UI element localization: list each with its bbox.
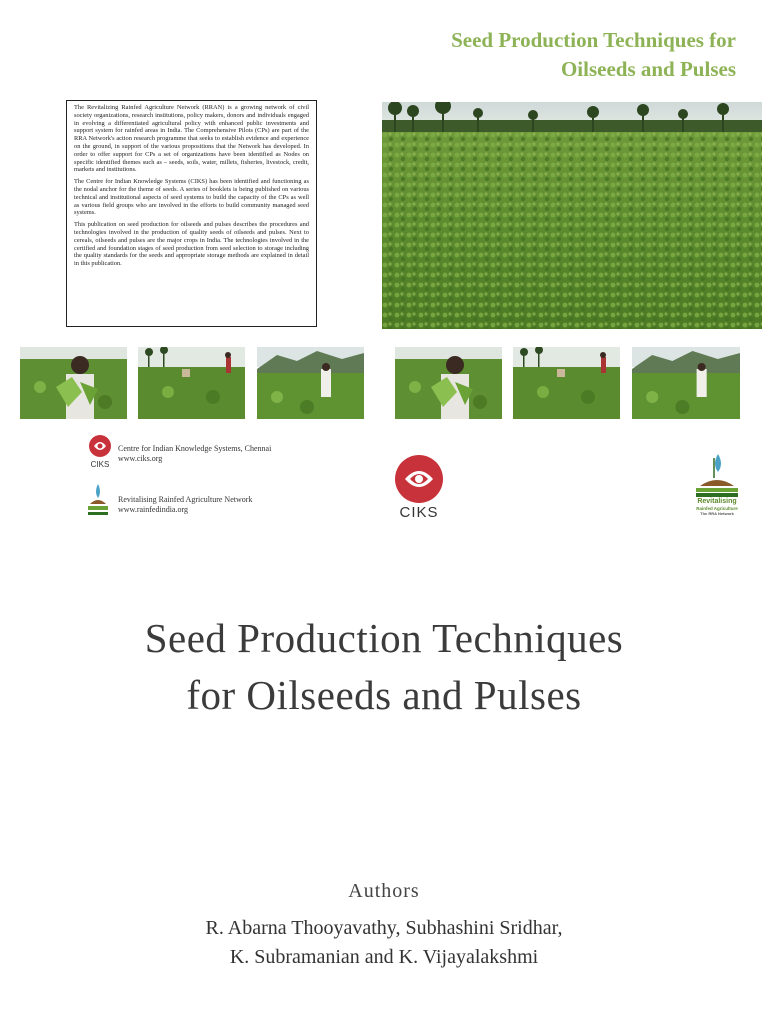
authors-heading: Authors [348,880,420,902]
ciks-logo-large [392,453,446,523]
ciks-org-name: Centre for Indian Knowledge Systems, Chennai [118,444,272,453]
description-paragraph-3: This publication on seed production for oilseeds and pulses describes the procedures and technologies involved in the production of quality seeds of oilseeds and pulses. Next to cereals, oilseeds and pulses are the major crops in India. The technologies involved in the certified and foundation stages of seed production from seed selection to storage including the quality standards for the seeds and appropriate storage methods are explained in detail in this publication. [74,221,309,268]
cover-top-title [316,26,736,84]
description-paragraph-1: The Revitalizing Rainfed Agriculture Network (RRAN) is a growing network of civil society organizations, research institutions, policy makers, donors and individuals engaged in evolving a differentiated agricultural policy with enhanced public investments and support system for rainfed areas in India. The Comprehensive Pilots (CPs) are part of the RRA Network's action research programme that seeks to establish evidence and experience on the ground, in support of the various propositions that the Network has developed. In order to offer support for CPs a set of organizations have been identified as Nodes on specific identified themes such as – seeds, soils, water, millets, fisheries, livestock, credit, markets and institutions. [74,104,309,174]
ciks-org-info [118,444,348,464]
rran-logo-tagline: The RRA Network [700,511,734,516]
rran-org-url: www.rainfedindia.org [118,505,188,514]
field-photo-thumb-6 [632,347,740,419]
description-paragraph-2: The Centre for Indian Knowledge Systems (CIKS) has been identified and functioning as the nodal anchor for the theme of seeds. A series of booklets is being published on various technical and institutional aspects of seed systems to build the capacity of the CPs as well as various field groups who are involved in the efforts to build community managed seed systems. [74,178,309,217]
cover-top-title-line1: Seed Production Techniques for [451,28,736,52]
authors-line-2: K. Subramanian and K. Vijayalakshmi [229,946,539,968]
field-photo-thumb-4 [395,347,502,419]
description-box [66,100,317,327]
cover-top-title-line2: Oilseeds and Pulses [560,57,736,81]
rran-org-info [118,495,348,515]
ciks-logo-small-text: CIKS [90,460,110,469]
ciks-logo-large-text: CIKS [399,504,439,521]
field-photo-thumb-1 [20,347,127,419]
field-photo-thumb-2 [138,347,245,419]
book-title-line2: for Oilseeds and Pulses [186,672,582,718]
rran-logo-subtitle: Rainfed Agriculture [696,506,738,511]
book-title-line1: Seed Production Techniques [144,615,624,661]
book-title [0,610,768,724]
field-photo-thumb-5 [513,347,620,419]
authors-line-1: R. Abarna Thooyavathy, Subhashini Sridhar, [205,917,563,939]
rran-logo-large [692,452,742,520]
rran-logo-large-text [686,498,748,516]
rran-logo-small [84,482,112,518]
rran-org-name: Revitalising Rainfed Agriculture Network [118,495,253,504]
rran-logo-title: Revitalising [697,498,737,505]
ciks-logo-small [86,434,114,470]
field-photo-thumb-3 [257,347,364,419]
field-photo-main [382,102,762,329]
ciks-org-url: www.ciks.org [118,454,163,463]
